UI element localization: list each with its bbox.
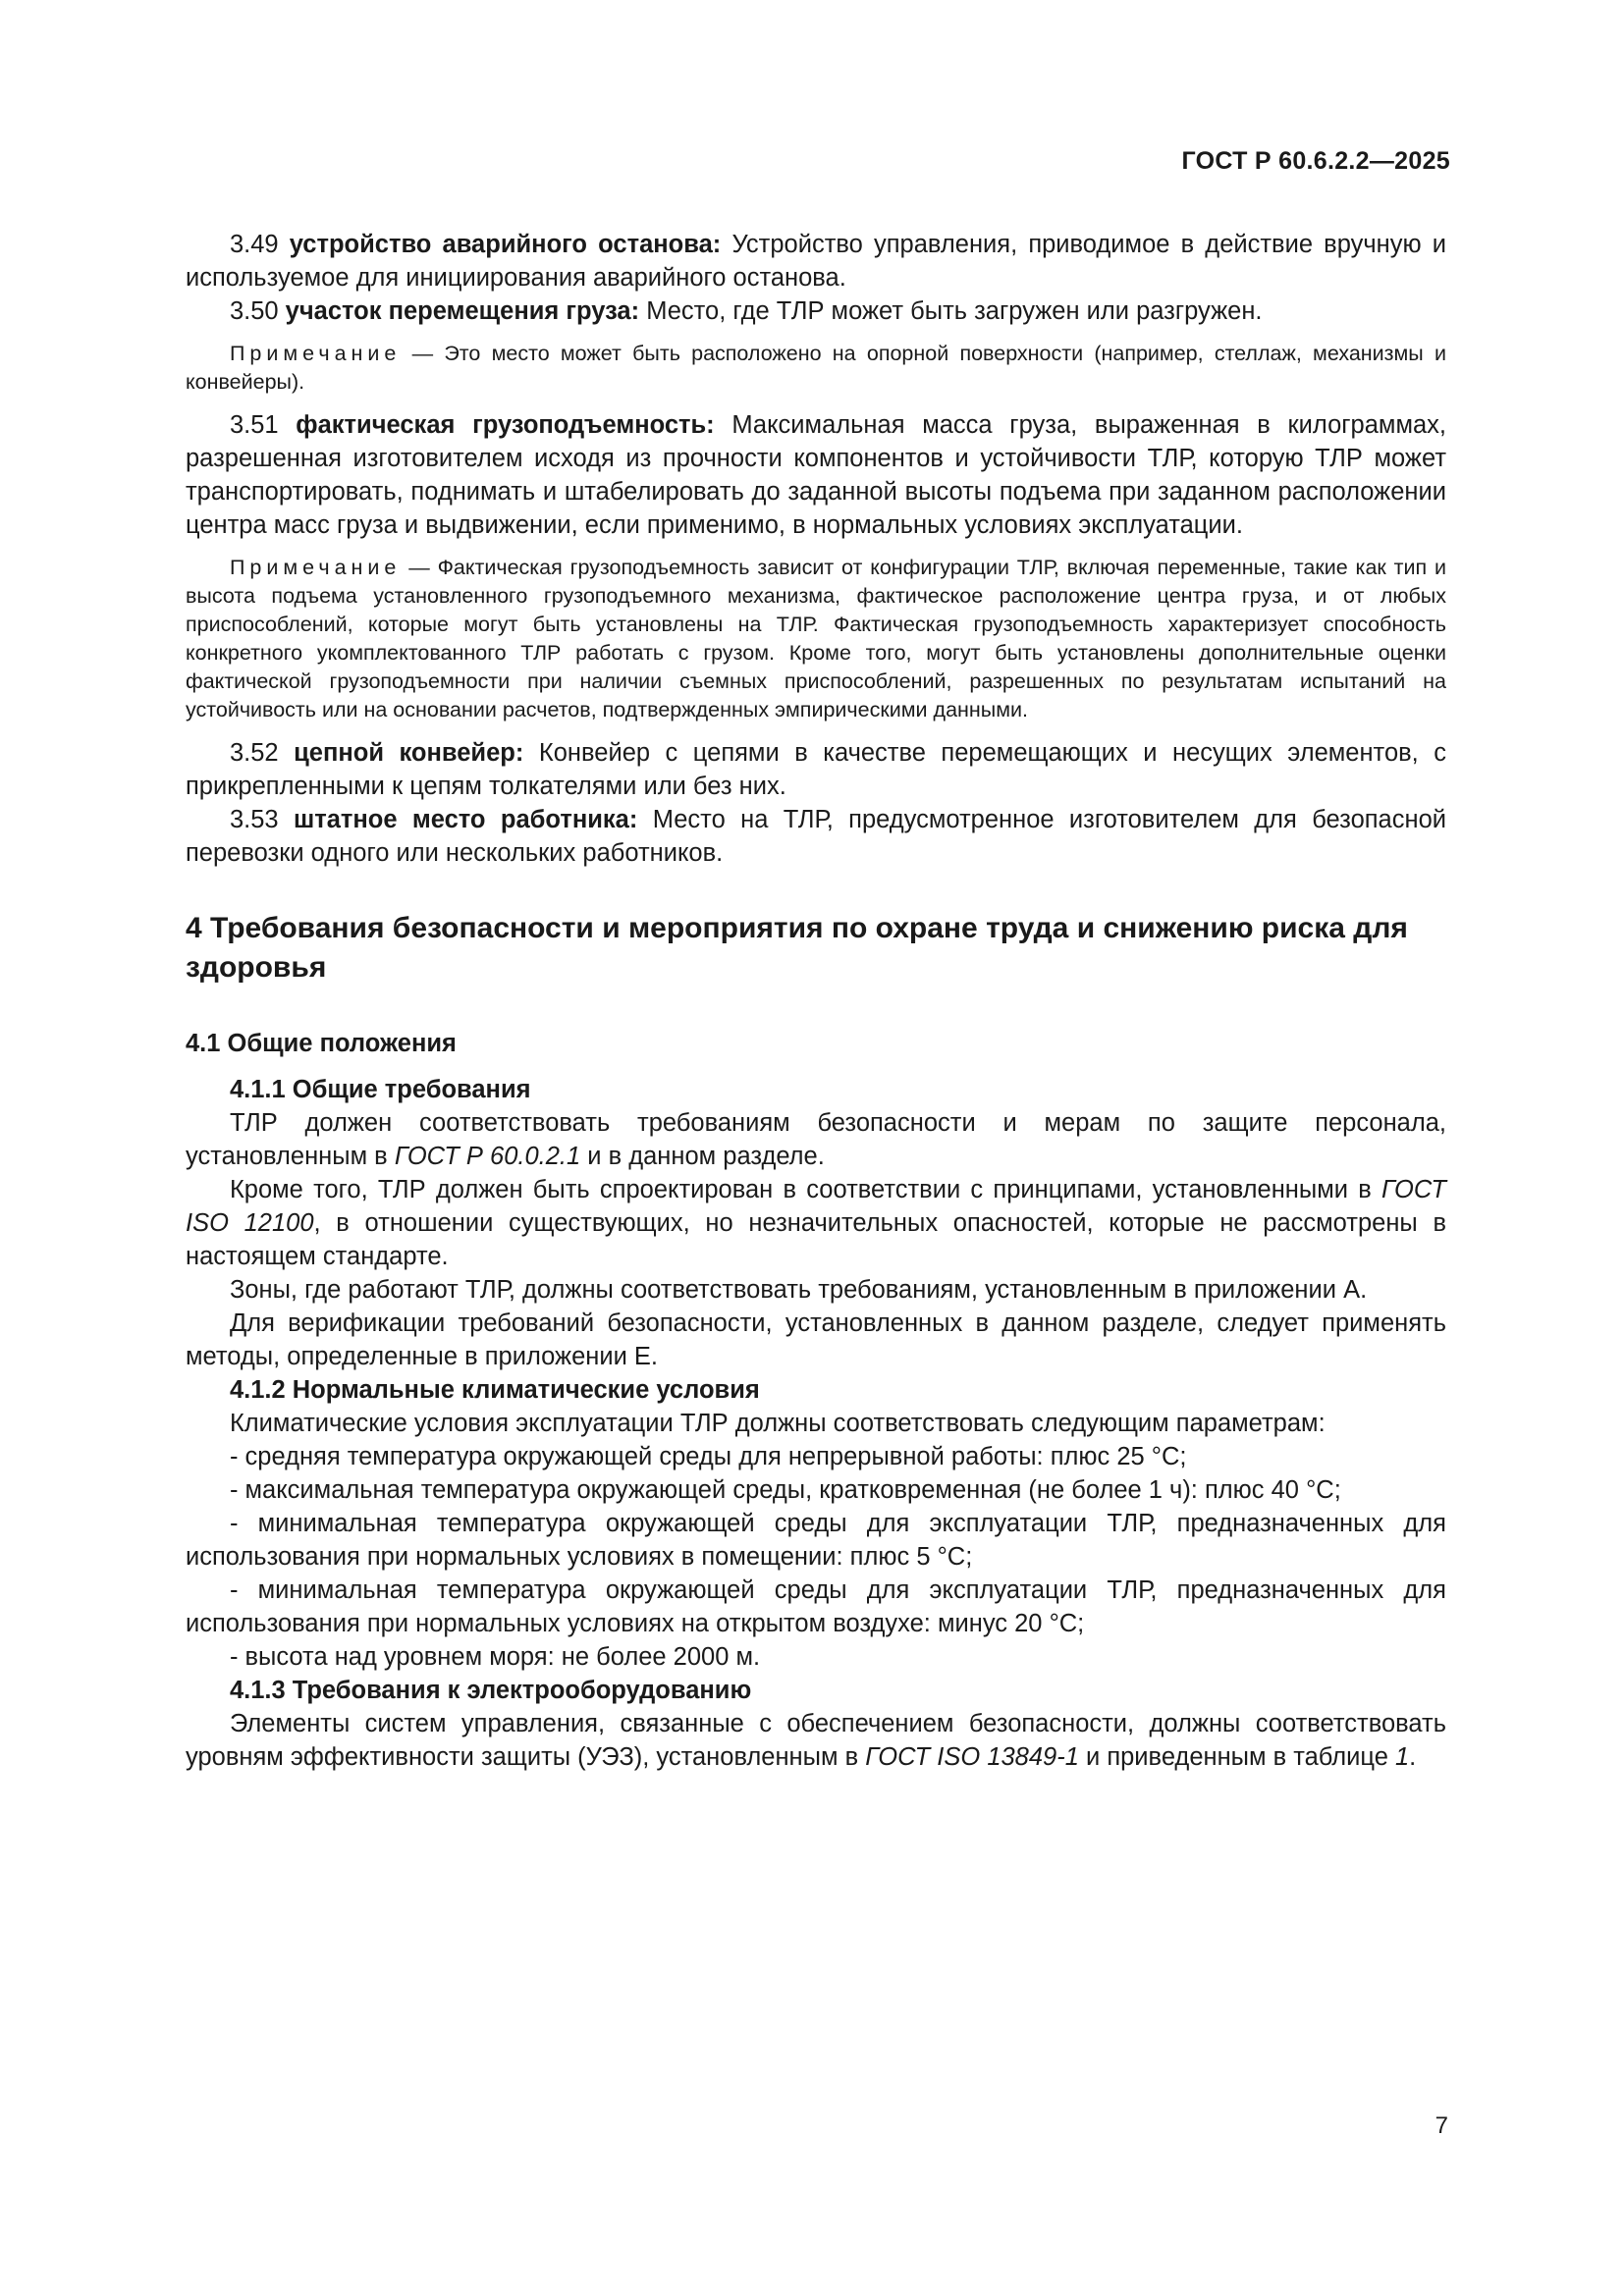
paragraph-4-1-2-intro: Климатические условия эксплуатации ТЛР должны соответствовать следующим параметрам: (229, 1410, 1326, 1437)
term-3-53 (186, 803, 1446, 870)
text-span: Элементы систем управления, связанные с обеспечением безопасности, должны соответствовать уровням эффективности защиты (УЭЗ), установленным в (186, 1710, 1446, 1771)
term-title: участок перемещения груза: (285, 297, 640, 325)
section-4-title: 4 Требования безопасности и мероприятия по охране труда и снижению риска для здоровья (186, 912, 1408, 984)
note-3-50 (186, 340, 1446, 397)
term-3-50 (186, 294, 1446, 328)
reference-gost-iso-12100: ГОСТ ISO 12100 (186, 1176, 1446, 1237)
reference-gost-iso-13849-1: ГОСТ ISO 13849-1 (865, 1743, 1079, 1771)
note-text: — Это место может быть расположено на опорной поверхности (например, стеллаж, механизмы и конвейеры). (186, 342, 1446, 394)
text-span: . (1409, 1743, 1417, 1771)
page-content (186, 228, 1446, 1774)
term-title: фактическая грузоподъемность: (296, 411, 715, 439)
paragraph-4-1-1-3: Зоны, где работают ТЛР, должны соответствовать требованиям, установленным в приложении А. (229, 1276, 1368, 1304)
reference-table-1: 1 (1394, 1743, 1410, 1771)
reference-gost-r-60-0-2-1: ГОСТ Р 60.0.2.1 (394, 1143, 581, 1170)
subsection-4-1-3-title: 4.1.3 Требования к электрооборудованию (229, 1677, 752, 1704)
list-item: - максимальная температура окружающей среды, кратковременная (не более 1 ч): плюс 40 °С; (229, 1476, 1341, 1504)
term-number: 3.49 (229, 231, 279, 258)
text-span: и приведенным в таблице (1078, 1743, 1395, 1771)
term-definition: Максимальная масса груза, выраженная в килограммах, разрешенная изготовителем исходя из прочности компонентов и устойчивости ТЛР, которую ТЛР может транспортировать, поднимать и штабелировать до заданной высоты подъема при заданном расположении центра масс груза и выдвижении, если применимо, в нормальных условиях эксплуатации. (186, 411, 1447, 539)
term-definition: Место на ТЛР, предусмотренное изготовителем для безопасной перевозки одного или нескольких работников. (186, 806, 1446, 867)
subsection-4-1-1-title: 4.1.1 Общие требования (229, 1076, 531, 1103)
list-item: - высота над уровнем моря: не более 2000 м. (229, 1643, 761, 1671)
paragraph-4-1-1-4: Для верификации требований безопасности, установленных в данном разделе, следует применять методы, определенные в приложении Е. (186, 1309, 1446, 1370)
term-3-52 (186, 736, 1446, 803)
term-3-49 (186, 228, 1446, 294)
note-label: Примечание (229, 556, 402, 579)
subsection-4-1-2-title: 4.1.2 Нормальные климатические условия (229, 1376, 760, 1404)
note-3-51 (186, 554, 1446, 724)
list-item: - средняя температура окружающей среды для непрерывной работы: плюс 25 °С; (229, 1443, 1187, 1470)
term-number: 3.51 (229, 411, 279, 439)
term-3-51 (186, 408, 1446, 542)
list-item: - минимальная температура окружающей среды для эксплуатации ТЛР, предназначенных для использования при нормальных условиях в помещении: плюс 5 °С; (186, 1510, 1446, 1571)
page-number: 7 (1435, 2112, 1448, 2139)
term-title: штатное место работника: (293, 806, 638, 833)
paragraph-4-1-1-2 (186, 1173, 1446, 1273)
paragraph-4-1-1-1 (186, 1106, 1446, 1173)
term-number: 3.53 (229, 806, 279, 833)
term-title: цепной конвейер: (294, 739, 524, 767)
text-span: Кроме того, ТЛР должен быть спроектирован в соответствии с принципами, установленными в (229, 1176, 1381, 1203)
term-definition: Место, где ТЛР может быть загружен или разгружен. (646, 297, 1263, 325)
note-text: — Фактическая грузоподъемность зависит от конфигурации ТЛР, включая переменные, такие как тип и высота подъема установленного грузоподъемного механизма, фактическое расположение центра груза, и от любых приспособлений, которые могут быть установлены на ТЛР. Фактическая грузоподъемность характеризует способность конкретного укомплектованного ТЛР работать с грузом. Кроме того, могут быть установлены дополнительные оценки фактической грузоподъемности при наличии съемных приспособлений, разрешенных по результатам испытаний на устойчивость или на основании расчетов, подтвержденных эмпирическими данными. (186, 556, 1446, 721)
note-label: Примечание (229, 342, 402, 365)
text-span: ТЛР должен соответствовать требованиям безопасности и мерам по защите персонала, установленным в (186, 1109, 1446, 1170)
term-definition: Устройство управления, приводимое в действие вручную и используемое для инициирования аварийного останова. (186, 231, 1447, 292)
standard-code-header: ГОСТ Р 60.6.2.2—2025 (1181, 147, 1450, 175)
list-item: - минимальная температура окружающей среды для эксплуатации ТЛР, предназначенных для использования при нормальных условиях на открытом воздухе: минус 20 °С; (186, 1576, 1446, 1637)
text-span: , в отношении существующих, но незначительных опасностей, которые не рассмотрены в настоящем стандарте. (186, 1209, 1446, 1270)
term-number: 3.50 (229, 297, 279, 325)
subsection-4-1-title: 4.1 Общие положения (186, 1030, 457, 1057)
term-definition: Конвейер с цепями в качестве перемещающих и несущих элементов, с прикрепленными к цепям толкателями или без них. (186, 739, 1447, 800)
paragraph-4-1-3-1 (186, 1707, 1446, 1774)
text-span: и в данном разделе. (580, 1143, 825, 1170)
term-title: устройство аварийного останова: (289, 231, 722, 258)
term-number: 3.52 (229, 739, 279, 767)
